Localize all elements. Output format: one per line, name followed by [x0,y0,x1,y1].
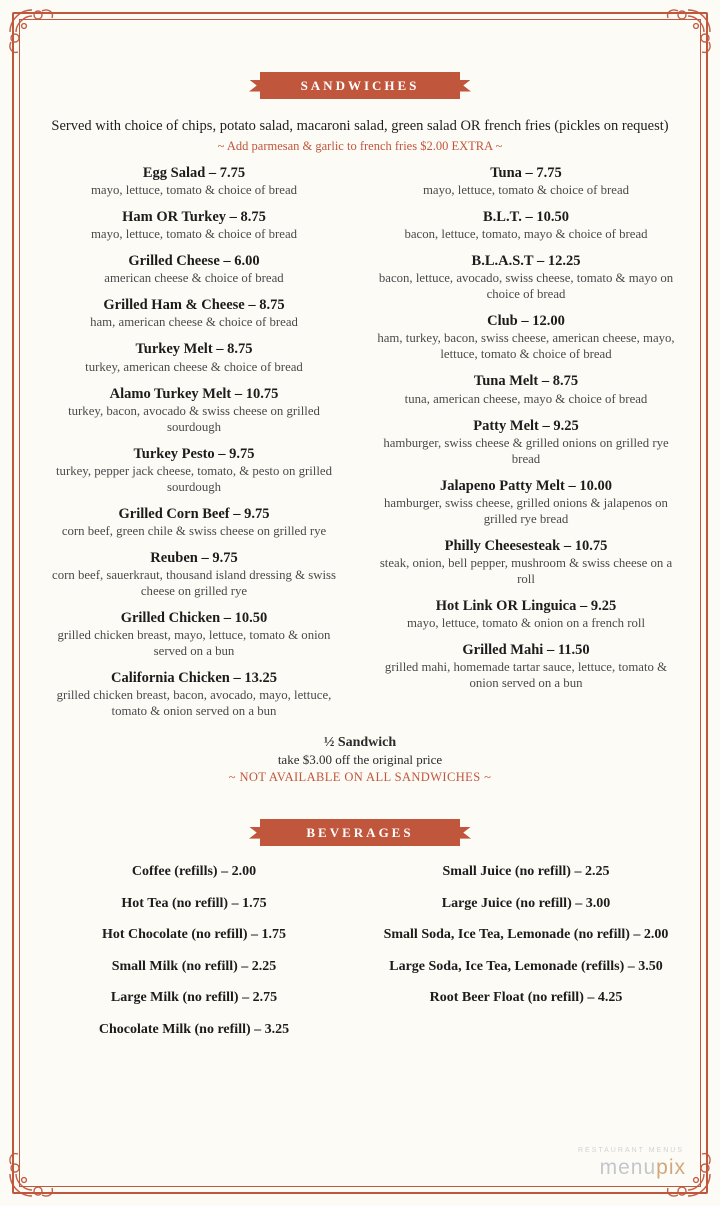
menu-item [374,252,678,303]
menu-item [42,164,346,199]
menu-item [42,445,346,496]
menu-item-name: Philly Cheesesteak – 10.75 [444,537,608,554]
watermark-subtext: RESTAURANT MENUS [577,1147,684,1154]
menu-item-description: tuna, american cheese, mayo & choice of bread [404,391,648,406]
menu-item-name: Turkey Melt – 8.75 [135,341,253,358]
menu-item [42,252,346,287]
menu-item-name: Club – 12.00 [487,313,565,330]
menu-item [374,537,678,588]
sandwiches-section-banner: SANDWICHES [260,72,460,99]
menu-item-description: corn beef, sauerkraut, thousand island dressing & swiss cheese on grilled rye [52,567,336,598]
menu-item-name: Patty Melt – 9.25 [473,417,579,434]
menu-item-description: grilled chicken breast, bacon, avocado, mayo, lettuce, tomato & onion served on a bun [56,688,332,719]
menu-item-name: Grilled Cheese – 6.00 [128,253,260,270]
menu-item-name: Ham OR Turkey – 8.75 [122,209,266,226]
menu-item-name: Tuna Melt – 8.75 [473,373,579,390]
menu-item-description: turkey, pepper jack cheese, tomato, & pesto on grilled sourdough [56,463,332,494]
half-sandwich-line: take $3.00 off the original price [277,752,443,768]
menu-item-description: turkey, bacon, avocado & swiss cheese on grilled sourdough [68,403,320,434]
menu-item-description: bacon, lettuce, tomato, mayo & choice of bread [404,227,648,242]
menu-item-name: Egg Salad – 7.75 [142,165,246,181]
menu-item-description: corn beef, green chile & swiss cheese on grilled rye [61,523,327,538]
menu-item-description: ham, american cheese & choice of bread [90,315,298,330]
watermark-text-left: menu [599,1156,657,1179]
menu-item [374,208,678,243]
menu-item-description: mayo, lettuce, tomato & choice of bread [422,183,630,198]
menu-item-name: Grilled Ham & Cheese – 8.75 [103,297,285,314]
menu-item-description: bacon, lettuce, avocado, swiss cheese, tomato & mayo on choice of bread [378,271,674,302]
half-sandwich-note: ~ NOT AVAILABLE ON ALL SANDWICHES ~ [228,770,492,785]
watermark-text-right: pix [656,1156,686,1179]
menu-item-description: grilled mahi, homemade tartar sauce, lettuce, tomato & onion served on a bun [384,660,668,691]
menu-item-description: mayo, lettuce, tomato & onion on a french roll [406,615,646,630]
beverage-item: Large Milk (no refill) – 2.75 [110,990,278,1006]
menu-item [374,312,678,363]
menu-item [374,164,678,199]
beverages-left-column [28,863,360,1052]
beverages-section-banner: BEVERAGES [260,819,460,846]
half-sandwich-title: ½ Sandwich [323,735,397,751]
menu-item [42,385,346,436]
watermark-logo [600,1156,686,1180]
menu-item-name: Grilled Chicken – 10.50 [120,609,268,626]
menu-item [374,372,678,407]
menu-item-description: hamburger, swiss cheese, grilled onions & jalapenos on grilled rye bread [384,495,668,526]
menu-item [374,597,678,632]
menu-item-description: american cheese & choice of bread [104,271,284,286]
menu-item-name: Reuben – 9.75 [150,549,238,566]
menu-item-description: steak, onion, bell pepper, mushroom & swiss cheese on a roll [379,555,673,586]
menu-item-name: Tuna – 7.75 [490,165,562,181]
beverage-item: Coffee (refills) – 2.00 [131,864,257,880]
menu-item [374,641,678,692]
menu-item [42,669,346,720]
menu-content [28,30,692,1176]
half-sandwich-block [28,735,692,785]
beverage-item: Chocolate Milk (no refill) – 3.25 [98,1021,290,1037]
menu-item [42,296,346,331]
menu-item [42,505,346,540]
menu-item-name: B.L.A.S.T – 12.25 [471,253,581,270]
menu-item-description: mayo, lettuce, tomato & choice of bread [90,227,298,242]
menu-item-name: Jalapeno Patty Melt – 10.00 [440,477,612,494]
beverage-item: Root Beer Float (no refill) – 4.25 [429,990,623,1006]
menu-item-name: Alamo Turkey Melt – 10.75 [109,385,279,402]
sandwiches-columns [28,164,692,729]
menu-item-description: grilled chicken breast, mayo, lettuce, tomato & onion served on a bun [57,628,331,659]
beverage-item: Small Milk (no refill) – 2.25 [111,958,277,974]
beverage-item: Small Juice (no refill) – 2.25 [442,864,610,880]
menu-item [374,477,678,528]
menu-item [42,340,346,375]
menu-item-description: mayo, lettuce, tomato & choice of bread [90,183,298,198]
menu-item-name: Hot Link OR Linguica – 9.25 [435,597,617,614]
beverage-item: Large Soda, Ice Tea, Lemonade (refills) – 3.50 [389,958,663,974]
menu-item-name: Grilled Corn Beef – 9.75 [118,505,270,522]
beverage-item: Small Soda, Ice Tea, Lemonade (no refill) – 2.00 [383,927,669,943]
beverage-item: Large Juice (no refill) – 3.00 [441,895,611,911]
sandwiches-banner-wrap [28,72,692,102]
menu-item-name: B.L.T. – 10.50 [483,209,569,226]
sandwiches-subtitle: Served with choice of chips, potato salad, macaroni salad, green salad OR french fries (pickles on request) [51,118,669,134]
menu-item [374,417,678,468]
beverage-item: Hot Chocolate (no refill) – 1.75 [101,927,287,943]
sandwiches-right-column [360,164,692,729]
beverage-item: Hot Tea (no refill) – 1.75 [121,895,267,911]
menu-item-name: Grilled Mahi – 11.50 [462,641,590,658]
menu-item-description: hamburger, swiss cheese & grilled onions on grilled rye bread [383,435,669,466]
sandwiches-left-column [28,164,360,729]
menu-item [42,549,346,600]
sandwiches-add-note: ~ Add parmesan & garlic to french fries $2.00 EXTRA ~ [217,139,503,153]
beverages-right-column [360,863,692,1052]
beverages-banner-wrap [28,819,692,849]
menu-item [42,609,346,660]
menu-item-name: Turkey Pesto – 9.75 [133,445,255,462]
menu-item-description: turkey, american cheese & choice of bread [85,359,303,374]
menu-item-description: ham, turkey, bacon, swiss cheese, american cheese, mayo, lettuce, tomato & choice of bread [377,331,675,362]
beverages-columns [28,863,692,1052]
menu-item [42,208,346,243]
menu-item-name: California Chicken – 13.25 [111,670,277,687]
